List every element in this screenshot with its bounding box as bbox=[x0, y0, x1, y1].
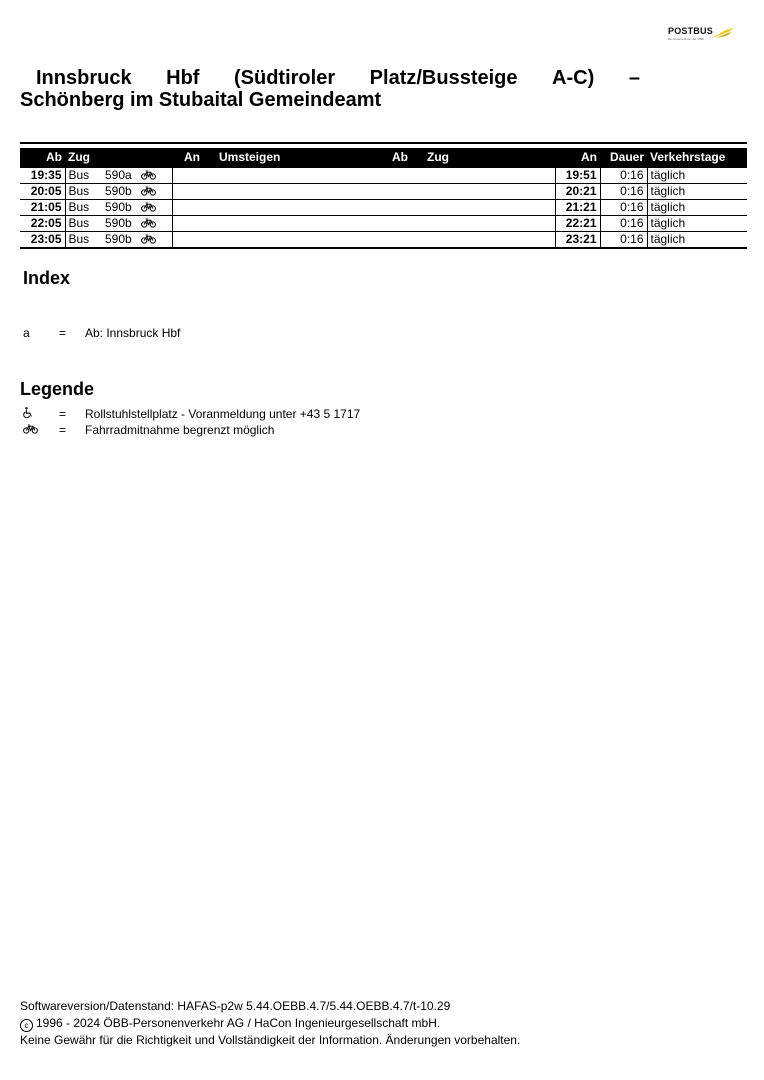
timetable bbox=[20, 148, 747, 249]
header-zug-2: Zug bbox=[411, 148, 555, 167]
arrival-time: 19:51 bbox=[555, 167, 600, 184]
legend-text: Rollstuhlstellplatz - Voranmeldung unter +43 5 1717 bbox=[85, 407, 361, 421]
logo-swoosh-icon bbox=[710, 26, 736, 40]
transfer-cell bbox=[172, 167, 555, 184]
title-word: Innsbruck bbox=[36, 67, 132, 89]
line-number: 590b bbox=[105, 200, 132, 214]
departure-time: 23:05 bbox=[20, 232, 65, 249]
departure-time: 19:35 bbox=[20, 167, 65, 184]
bicycle-icon bbox=[23, 424, 38, 434]
footer-disclaimer: Keine Gewähr für die Richtigkeit und Vollständigkeit der Information. Änderungen vorbehalten. bbox=[20, 1032, 521, 1047]
timetable-row bbox=[20, 216, 747, 232]
bicycle-icon bbox=[141, 234, 156, 244]
duration: 0:16 bbox=[600, 200, 647, 216]
legend-heading: Legende bbox=[20, 379, 95, 399]
departure-time: 21:05 bbox=[20, 200, 65, 216]
index-text: Ab: Innsbruck Hbf bbox=[85, 326, 181, 340]
legend-text: Fahrradmitnahme begrenzt möglich bbox=[85, 423, 275, 437]
timetable-row bbox=[20, 200, 747, 216]
copyright-icon: c bbox=[20, 1019, 33, 1032]
line-cell bbox=[102, 167, 172, 184]
footer-software-version: Softwareversion/Datenstand: HAFAS-p2w 5.44.OEBB.4.7/5.44.OEBB.4.7/t-10.29 bbox=[20, 999, 451, 1013]
footer-copyright bbox=[20, 1015, 520, 1032]
title-word: A-C) bbox=[552, 67, 595, 89]
operating-days: täglich bbox=[647, 200, 747, 216]
line-number: 590a bbox=[105, 168, 132, 182]
transport-type: Bus bbox=[65, 184, 102, 200]
arrival-time: 22:21 bbox=[555, 216, 600, 232]
line-number: 590b bbox=[105, 216, 132, 230]
bicycle-icon bbox=[141, 218, 156, 228]
arrival-time: 21:21 bbox=[555, 200, 600, 216]
arrival-time: 20:21 bbox=[555, 184, 600, 200]
line-number: 590b bbox=[105, 232, 132, 246]
transport-type: Bus bbox=[65, 200, 102, 216]
header-ab-2: Ab bbox=[377, 148, 411, 167]
arrival-time: 23:21 bbox=[555, 232, 600, 249]
duration: 0:16 bbox=[600, 184, 647, 200]
index-item bbox=[23, 326, 180, 340]
page-title bbox=[20, 67, 640, 111]
operating-days: täglich bbox=[647, 216, 747, 232]
table-top-rule bbox=[20, 142, 747, 144]
transport-type: Bus bbox=[65, 216, 102, 232]
operating-days: täglich bbox=[647, 184, 747, 200]
transport-type: Bus bbox=[65, 232, 102, 249]
index-key: a bbox=[23, 326, 30, 340]
header-umsteigen: Umsteigen bbox=[203, 148, 377, 167]
header-zug: Zug bbox=[65, 148, 172, 167]
title-word: (Südtiroler bbox=[234, 67, 336, 89]
departure-time: 20:05 bbox=[20, 184, 65, 200]
header-verkehrstage: Verkehrstage bbox=[647, 148, 747, 167]
timetable-row bbox=[20, 184, 747, 200]
title-line-2: Schönberg im Stubaital Gemeindeamt bbox=[20, 89, 382, 111]
bicycle-icon bbox=[141, 202, 156, 212]
timetable-header bbox=[20, 148, 747, 167]
footer-copyright-text: 1996 - 2024 ÖBB-Personenverkehr AG / HaCon Ingenieurgesellschaft mbH. bbox=[36, 1015, 441, 1030]
transfer-cell bbox=[172, 216, 555, 232]
header-an-2: An bbox=[555, 148, 600, 167]
line-cell bbox=[102, 216, 172, 232]
transport-type: Bus bbox=[65, 167, 102, 184]
line-cell bbox=[102, 232, 172, 249]
index-heading: Index bbox=[23, 268, 71, 288]
line-cell bbox=[102, 200, 172, 216]
duration: 0:16 bbox=[600, 167, 647, 184]
bicycle-icon bbox=[141, 186, 156, 196]
legend-icon-cell bbox=[23, 423, 59, 437]
logo-text: POSTBUS bbox=[668, 26, 713, 36]
index-equals: = bbox=[59, 326, 67, 340]
legend-icon-cell bbox=[23, 407, 59, 421]
transfer-cell bbox=[172, 200, 555, 216]
footer bbox=[20, 998, 520, 1048]
legend-item-bicycle bbox=[23, 423, 274, 437]
bicycle-icon bbox=[141, 170, 156, 180]
departure-time: 22:05 bbox=[20, 216, 65, 232]
header-dauer: Dauer bbox=[600, 148, 647, 167]
header-an: An bbox=[172, 148, 203, 167]
transfer-cell bbox=[172, 184, 555, 200]
legend-item-wheelchair bbox=[23, 407, 360, 421]
operating-days: täglich bbox=[647, 232, 747, 249]
legend-equals: = bbox=[59, 407, 67, 421]
title-word: Platz/Bussteige bbox=[369, 67, 518, 89]
transfer-cell bbox=[172, 232, 555, 249]
timetable-row bbox=[20, 167, 747, 184]
title-word: Hbf bbox=[166, 67, 200, 89]
duration: 0:16 bbox=[600, 232, 647, 249]
operating-days: täglich bbox=[647, 167, 747, 184]
wheelchair-icon bbox=[23, 407, 33, 418]
line-cell bbox=[102, 184, 172, 200]
line-number: 590b bbox=[105, 184, 132, 198]
logo-subtext: Ein Unternehmen der ÖBB bbox=[668, 37, 704, 41]
duration: 0:16 bbox=[600, 216, 647, 232]
timetable-row bbox=[20, 232, 747, 249]
title-word: – bbox=[628, 67, 640, 89]
legend-equals: = bbox=[59, 423, 67, 437]
title-line-1 bbox=[20, 67, 640, 89]
postbus-logo bbox=[666, 26, 740, 44]
header-ab: Ab bbox=[20, 148, 65, 167]
